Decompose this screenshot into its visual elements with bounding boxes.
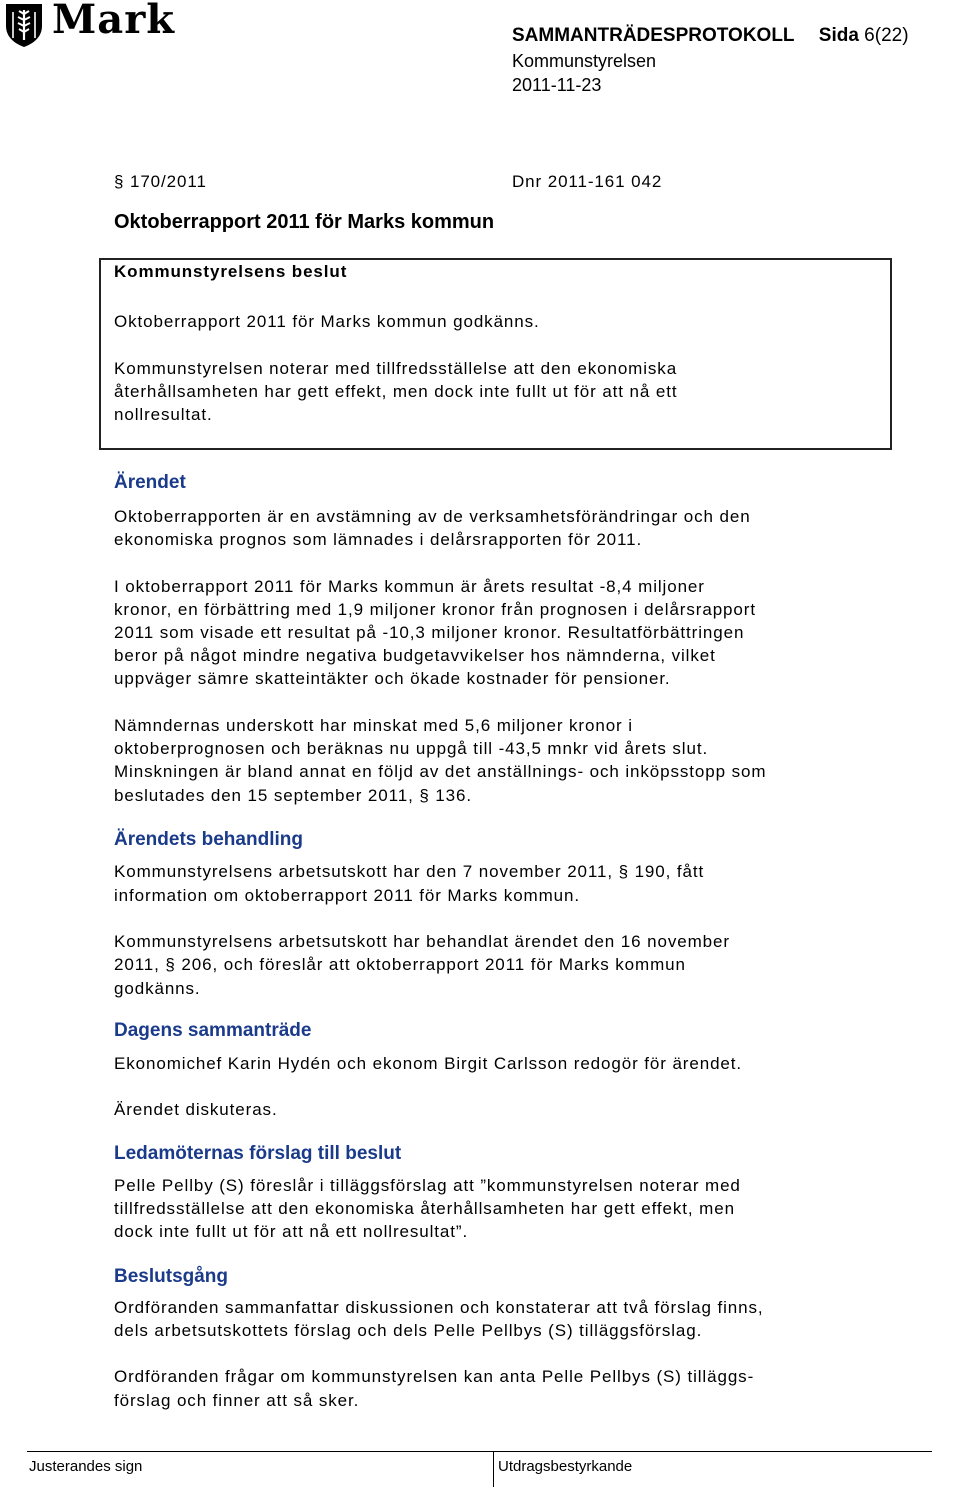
decision-heading: Kommunstyrelsens beslut: [114, 262, 348, 281]
decision-box: [99, 258, 892, 450]
header-body: Kommunstyrelsen: [512, 51, 657, 71]
decision-line: återhållsamheten har gett effekt, men dock inte fullt ut för att nå ett: [114, 382, 678, 401]
text-line: förslag och finner att så sker.: [114, 1391, 360, 1410]
text-line: ekonomiska prognos som lämnades i delårsrapporten för 2011.: [114, 530, 643, 549]
text-line: Pelle Pellby (S) föreslår i tilläggsförslag att ”kommunstyrelsen noterar med: [114, 1176, 741, 1195]
municipality-logo: [4, 2, 174, 48]
section-heading-arendet: Ärendet: [114, 472, 186, 493]
footer-utdragsbestyrkande: Utdragsbestyrkande: [498, 1458, 633, 1475]
coat-of-arms-icon: [4, 2, 44, 48]
text-line: kronor, en förbättring med 1,9 miljoner kronor från prognosen i delårsrapport: [114, 600, 756, 619]
case-title: Oktoberrapport 2011 för Marks kommun: [114, 211, 495, 233]
section-heading-sammantrade: Dagens sammanträde: [114, 1020, 312, 1041]
text-line: uppväger sämre skatteintäkter och ökade kostnader för pensioner.: [114, 669, 671, 688]
text-line: Oktoberrapporten är en avstämning av de verksamhetsförändringar och den: [114, 507, 751, 526]
page-number: 6(22): [864, 25, 909, 46]
footer-justerandes-sign: Justerandes sign: [29, 1458, 143, 1475]
text-line: dels arbetsutskottets förslag och dels Pelle Pellbys (S) tilläggsförslag.: [114, 1321, 703, 1340]
header-date: 2011-11-23: [512, 75, 602, 95]
section-heading-behandling: Ärendets behandling: [114, 829, 303, 850]
page-prefix: Sida: [818, 25, 865, 46]
document-header: [512, 25, 909, 47]
text-line: beslutades den 15 september 2011, § 136.: [114, 786, 472, 805]
text-line: dock inte fullt ut för att nå ett nollresultat”.: [114, 1222, 469, 1241]
footer-column-divider: [493, 1451, 494, 1487]
paragraph-number: § 170/2011: [114, 172, 207, 191]
text-line: Nämndernas underskott har minskat med 5,6 miljoner kronor i: [114, 716, 633, 735]
decision-line: nollresultat.: [114, 405, 213, 424]
text-line: godkänns.: [114, 979, 201, 998]
text-line: Kommunstyrelsens arbetsutskott har behandlat ärendet den 16 november: [114, 932, 730, 951]
text-line: Ordföranden sammanfattar diskussionen och konstaterar att två förslag finns,: [114, 1298, 764, 1317]
text-line: Kommunstyrelsens arbetsutskott har den 7 november 2011, § 190, fått: [114, 862, 705, 881]
text-line: Ärendet diskuteras.: [114, 1100, 278, 1119]
text-line: 2011, § 206, och föreslår att oktoberrapport 2011 för Marks kommun: [114, 955, 686, 974]
text-line: tillfredsställelse att den ekonomiska återhållsamheten har gett effekt, men: [114, 1199, 735, 1218]
text-line: 2011 som visade ett resultat på -10,3 miljoner kronor. Resultatförbättringen: [114, 623, 745, 642]
section-heading-beslutsgang: Beslutsgång: [114, 1266, 229, 1287]
text-line: information om oktoberrapport 2011 för Marks kommun.: [114, 886, 580, 905]
section-heading-forslag: Ledamöternas förslag till beslut: [114, 1143, 402, 1164]
text-line: Minskningen är bland annat en följd av det anställnings- och inköpsstopp som: [114, 762, 767, 781]
text-line: oktoberprognosen och beräknas nu uppgå till -43,5 mnkr vid årets slut.: [114, 739, 709, 758]
decision-line: Kommunstyrelsen noterar med tillfredsställelse att den ekonomiska: [114, 359, 678, 378]
text-line: beror på något mindre negativa budgetavvikelser hos nämnderna, vilket: [114, 646, 716, 665]
text-line: Ordföranden frågar om kommunstyrelsen kan anta Pelle Pellbys (S) tilläggs-: [114, 1367, 755, 1386]
decision-line: Oktoberrapport 2011 för Marks kommun godkänns.: [114, 312, 540, 331]
text-line: I oktoberrapport 2011 för Marks kommun är årets resultat -8,4 miljoner: [114, 577, 705, 596]
document-type: SAMMANTRÄDESPROTOKOLL: [512, 25, 795, 46]
dnr-number: Dnr 2011-161 042: [512, 172, 663, 191]
text-line: Ekonomichef Karin Hydén och ekonom Birgit Carlsson redogör för ärendet.: [114, 1054, 743, 1073]
logo-wordmark: Mark: [52, 0, 175, 43]
footer-divider: [27, 1451, 932, 1452]
